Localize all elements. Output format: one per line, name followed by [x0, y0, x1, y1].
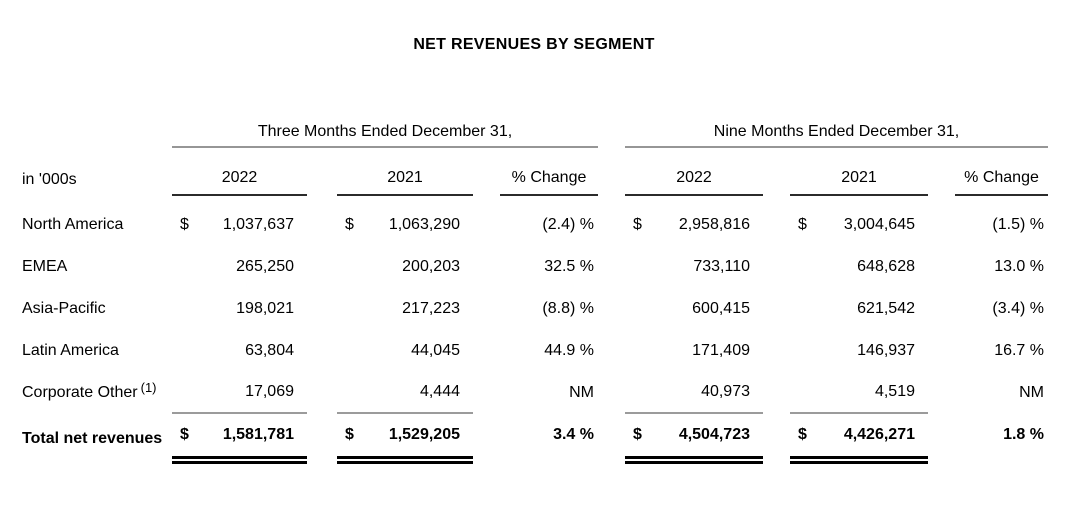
footnote-ref: (1): [140, 379, 157, 395]
amount: 17,069: [245, 383, 294, 400]
cell-3m-2022: [172, 288, 307, 330]
cell-3m-pct-change: NM: [569, 384, 594, 401]
cell-3m-2022: [172, 372, 307, 414]
amount: 1,529,205: [388, 426, 460, 443]
amount: 621,542: [857, 300, 915, 317]
cell-3m-pct-change: 44.9 %: [544, 342, 594, 359]
col-header-3m-2022: 2022: [172, 148, 307, 196]
units-label: in '000s: [22, 171, 77, 188]
currency-symbol: $: [798, 426, 807, 443]
amount: 265,250: [236, 258, 294, 275]
cell-3m-pct-change: (8.8) %: [542, 300, 594, 317]
col-header-9m-2021: 2021: [790, 148, 928, 196]
currency-symbol: $: [798, 216, 807, 233]
cell-3m-2021: [337, 330, 473, 372]
table-row-corporate-other: [22, 372, 1048, 414]
amount: 733,110: [693, 258, 750, 275]
amount: 648,628: [857, 258, 915, 275]
cell-9m-2021: [790, 330, 928, 372]
net-revenues-by-segment-table: [22, 114, 1048, 464]
row-label: Corporate Other: [22, 384, 138, 401]
cell-3m-pct-change: 32.5 %: [544, 258, 594, 275]
amount: 198,021: [236, 300, 294, 317]
cell-9m-pct-change-total: 1.8 %: [1003, 426, 1044, 443]
row-label-with-footnote: [22, 372, 172, 414]
amount: 171,409: [692, 342, 750, 359]
amount: 1,581,781: [222, 426, 294, 443]
cell-9m-2022: [625, 288, 763, 330]
cell-3m-2021: [337, 246, 473, 288]
cell-9m-2022-total: [625, 414, 763, 464]
col-header-9m-2022: 2022: [625, 148, 763, 196]
amount: 146,937: [857, 342, 915, 359]
amount: 200,203: [402, 258, 460, 275]
currency-symbol: $: [345, 216, 354, 233]
amount: 63,804: [245, 342, 294, 359]
table-row-emea: [22, 246, 1048, 288]
cell-9m-pct-change: 16.7 %: [994, 342, 1044, 359]
table-row-asia-pacific: [22, 288, 1048, 330]
currency-symbol: $: [633, 426, 642, 443]
amount: 4,504,723: [678, 426, 750, 443]
cell-3m-2021: [337, 288, 473, 330]
amount: 1,063,290: [388, 216, 460, 233]
amount: 4,444: [419, 383, 460, 400]
currency-symbol: $: [633, 216, 642, 233]
group-header-row: [22, 114, 1048, 148]
amount: 600,415: [692, 300, 750, 317]
table-row-total-net-revenues: [22, 414, 1048, 464]
cell-9m-2021: [790, 246, 928, 288]
cell-9m-2021: [790, 372, 928, 414]
col-header-9m-pct-change: % Change: [955, 148, 1048, 196]
col-header-3m-pct-change: % Change: [500, 148, 598, 196]
row-label: Latin America: [22, 342, 119, 359]
amount: 4,426,271: [843, 426, 915, 443]
amount: 3,004,645: [843, 216, 915, 233]
cell-3m-pct-change-total: 3.4 %: [553, 426, 594, 443]
cell-9m-2022: [625, 204, 763, 246]
currency-symbol: $: [180, 216, 189, 233]
row-label: North America: [22, 216, 124, 233]
amount: 4,519: [874, 383, 915, 400]
cell-9m-2022: [625, 330, 763, 372]
amount: 40,973: [701, 383, 750, 400]
cell-3m-2021: [337, 372, 473, 414]
spacer-row: [22, 196, 1048, 204]
cell-9m-2022: [625, 372, 763, 414]
currency-symbol: $: [180, 426, 189, 443]
row-label: Asia-Pacific: [22, 300, 106, 317]
row-label: Total net revenues: [22, 430, 163, 447]
cell-9m-pct-change: (1.5) %: [992, 216, 1044, 233]
cell-3m-2022: [172, 246, 307, 288]
amount: 2,958,816: [678, 216, 750, 233]
amount: 44,045: [411, 342, 460, 359]
cell-9m-2021-total: [790, 414, 928, 464]
cell-3m-2022-total: [172, 414, 307, 464]
cell-3m-2022: [172, 204, 307, 246]
cell-9m-2021: [790, 288, 928, 330]
currency-symbol: $: [345, 426, 354, 443]
column-header-row: [22, 148, 1048, 196]
amount: 217,223: [402, 300, 460, 317]
cell-3m-2021: [337, 204, 473, 246]
page-title: NET REVENUES BY SEGMENT: [413, 36, 655, 53]
cell-3m-2022: [172, 330, 307, 372]
cell-9m-2022: [625, 246, 763, 288]
group-header-nine-months: Nine Months Ended December 31,: [625, 114, 1048, 148]
row-label: EMEA: [22, 258, 68, 275]
cell-9m-2021: [790, 204, 928, 246]
table-row-north-america: [22, 204, 1048, 246]
col-header-3m-2021: 2021: [337, 148, 473, 196]
cell-9m-pct-change: (3.4) %: [992, 300, 1044, 317]
cell-9m-pct-change: 13.0 %: [994, 258, 1044, 275]
cell-3m-2021-total: [337, 414, 473, 464]
amount: 1,037,637: [222, 216, 294, 233]
table-row-latin-america: [22, 330, 1048, 372]
cell-9m-pct-change: NM: [1019, 384, 1044, 401]
cell-3m-pct-change: (2.4) %: [542, 216, 594, 233]
group-header-three-months: Three Months Ended December 31,: [172, 114, 598, 148]
